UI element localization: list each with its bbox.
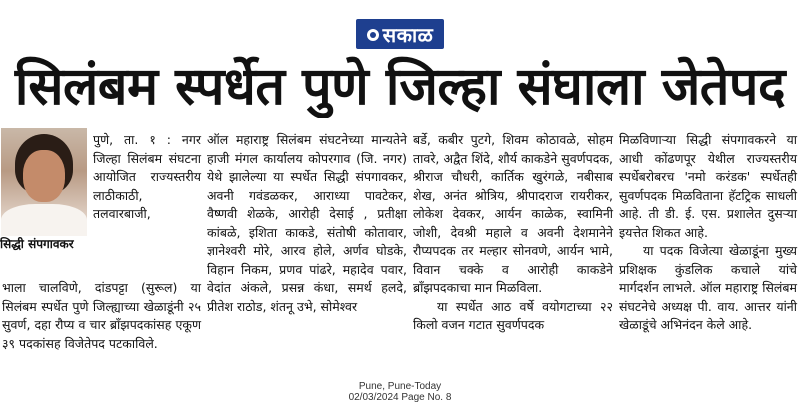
article-col4 [619,131,797,335]
article-col4-para2: या पदक विजेत्या खेळाडूंना मुख्य प्रशिक्षक कुंडलिक कचाले यांचे मार्गदर्शन लाभले. ऑल महाराष्ट्र सिलंबम संघटनेचे अध्यक्ष पी. वाय. आत्तर यांनी खेळाडूंचे अभिनंदन केले आहे. [619,243,797,332]
newspaper-logo [356,19,444,49]
article-col3-para2: या स्पर्धेत आठ वर्षे वयोगटाच्या २२ किलो वजन गटात सुवर्णपदक [413,298,613,332]
page-footer [0,381,800,403]
masthead-title: सकाळ [382,22,434,47]
logo-emblem-icon [367,29,379,41]
article-col2: ऑल महाराष्ट्र सिलंबम संघटनेच्या मान्यतेने हाजी मंगल कार्यालय कोपरगाव (जि. नगर) येथे झालेल्या या स्पर्धेत सिद्धी संपगावकर, अवनी गवंडळकर, आराध्या पावटेकर, वैष्णवी शेळके, आरोही देसाई , प्रतीक्षा कांबळे, इशिता काकडे, संतोषी कोतावार, ज्ञानेश्वरी मोरे, आरव होले, अर्णव घोडके, विहान निकम, प्रणव पांढरे, महादेव पवार, वेदांत अंकले, प्रसन्न कंधा, समर्थ हलदे, प्रीतेश राठोड, शंतनू उभे, सोमेश्वर [207,132,407,314]
article-col1-top: पुणे, ता. १ : नगर जिल्हा सिलंबम संघटना आयोजित राज्यस्तरीय लाठीकाठी, तलवारबाजी, [93,132,201,221]
article-headline: सिलंबम स्पर्धेत पुणे जिल्हा संघाला जेतेपद [14,57,786,117]
footer-edition: Pune, Pune-Today [358,381,442,392]
article-col3 [413,131,613,335]
portrait-photo [1,128,87,236]
article-col1-bottom: भाला चालविणे, दांडपट्टा (सुरूल) या सिलंबम स्पर्धेत पुणे जिल्ह्याच्या खेळाडूंनी २५ सुवर्ण, दहा रौप्य व चार ब्राँझपदकांसह एकूण ३९ पदकांसह विजेतेपद पटकाविले. [2,280,201,351]
photo-caption: सिद्धी संपगावकर [0,237,74,251]
article-col4-para1: मिळविणाऱ्या सिद्धी संपगावकरने या आधी कोंढणपूर येथील राज्यस्तरीय स्पर्धेबरोबरच 'नमो करंडक' स्पर्धेतही सुवर्णपदक मिळविताना हॅटट्रिक साधली आहे. ती डी. ई. एस. प्रशालेत दुसऱ्या इयत्तेत शिकत आहे. [619,132,797,240]
footer-date-page: 02/03/2024 Page No. 8 [348,392,452,403]
article-col3-para1: बर्डे, कबीर पुटगे, शिवम कोठावळे, सोहम तावरे, अद्वैत शिंदे, शौर्य काकडेने सुवर्णपदक, श्रीराज चौधरी, कार्तिक खुरंगळे, नबीसाब शेख, अनंत श्रोत्रिय, श्रीपादराज रायरीकर, लोकेश देवकर, आर्यन काळेक, स्वामिनी जोशी, देवश्री महाले व अवनी देशमानेने रौप्यपदक तर मल्हार सोनवणे, आर्यन भामे, विवान चक्के व आरोही काकडेने ब्राँझपदकाचा मान मिळविला. [413,132,613,295]
